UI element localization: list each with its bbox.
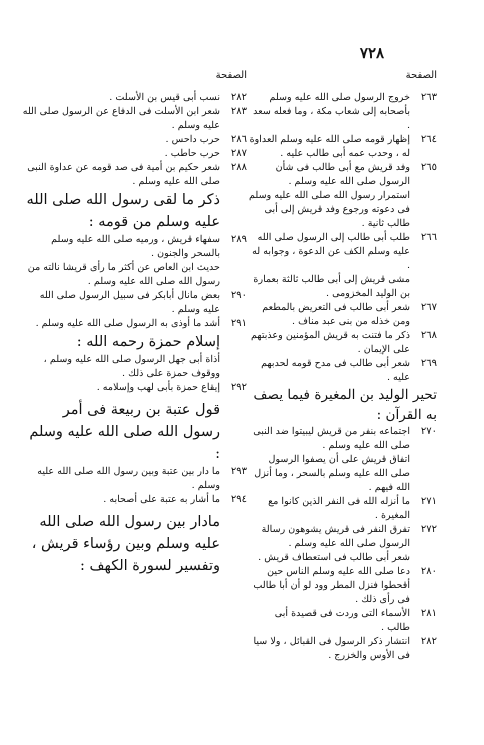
entry-text: تفرق النفر فى قريش يشوهون رسالة الرسول صلى الله عليه وسلم . (261, 524, 410, 549)
toc-entry (249, 301, 437, 329)
section-heading: مادار بين رسول الله صلى الله عليه وسلم وبين رؤساء قريش ، وتفسير لسورة الكهف : (31, 514, 220, 574)
toc-entry (249, 161, 437, 189)
toc-entry (22, 261, 247, 289)
right-column-header: الصفحة (405, 70, 437, 81)
page-ref: ٢٦٥ (420, 162, 437, 173)
toc-entry (249, 133, 437, 161)
entry-text: حرب داحس . (165, 134, 220, 145)
entry-text: دعا صلى الله عليه وسلم الناس حين أقحطوا فنزل المطر وود لو أن أبا طالب فى رأى ذلك . (253, 566, 410, 605)
entry-text: إظهار قومه صلى الله عليه وسلم العداوة له ، وحدب عمه أبى طالب عليه . (249, 134, 410, 159)
entry-text: خروج الرسول صلى الله عليه وسلم بأصحابه إلى شعاب مكة ، وما فعله سعد . (253, 92, 410, 131)
page-ref: ٢٦٤ (420, 134, 437, 145)
toc-entry (249, 357, 437, 385)
entry-text: طلب أبى طالب إلى الرسول صلى الله عليه وسلم الكف عن الدعوة ، وجوابه له . (252, 232, 410, 271)
toc-entry (22, 133, 247, 147)
entry-text: سفهاء قريش ، ورميه صلى الله عليه وسلم بالسحر والجنون . (51, 234, 220, 259)
page-ref: ٢٩٤ (230, 494, 247, 505)
page-ref: ٢٦٩ (420, 358, 437, 369)
toc-entry (22, 317, 247, 331)
toc-entry (249, 189, 437, 231)
toc-entry (22, 147, 247, 161)
section-heading: قول عتبة بن ربيعة فى أمر رسول الله صلى الله عليه وسلم : (29, 402, 220, 462)
page-ref: ٢٧٠ (420, 426, 437, 437)
page-ref: ٢٩٣ (230, 466, 247, 477)
page-ref: ٢٩١ (230, 318, 247, 329)
toc-entry (249, 329, 437, 357)
toc-entry (249, 495, 437, 523)
toc-entry (22, 161, 247, 189)
toc-entry (22, 493, 247, 507)
page-number: ٧٢٨ (359, 44, 385, 62)
entry-text: استمرار رسول الله صلى الله عليه وسلم فى دعوته ورجوع وفد قريش إلى أبى طالب ثانية . (249, 190, 410, 229)
toc-entry (22, 233, 247, 261)
page-ref: ٢٧١ (420, 496, 437, 507)
entry-text: اتفاق قريش على أن يصفوا الرسول صلى الله عليه وسلم بالسحر ، وما أنزل الله فيهم . (254, 454, 410, 493)
page-ref: ٢٨٧ (230, 148, 247, 159)
page-ref: ٢٨٨ (230, 162, 247, 173)
toc-entry (22, 91, 247, 105)
toc-entry (22, 105, 247, 133)
entry-text: شعر أبى طالب فى مدح قومه لحدبهم عليه . (261, 358, 410, 383)
entry-text: الأسماء التى وردت فى قصيدة أبى طالب . (274, 608, 410, 633)
page-ref: ٢٨٢ (230, 92, 247, 103)
entry-text: شعر حكيم بن أمية فى صد قومه عن عداوة النبى صلى الله عليه وسلم . (27, 162, 220, 187)
page-ref: ٢٨٠ (420, 566, 437, 577)
toc-entry (249, 551, 437, 565)
page-ref: ٢٩٠ (230, 290, 247, 301)
entry-text: شعر أبى طالب فى التعريض بالمطعم ومن خذله من بنى عبد مناف . (262, 302, 410, 327)
left-column-header: الصفحة (215, 70, 247, 81)
page-ref: ٢٩٢ (230, 382, 247, 393)
entry-text: ذكر ما فتنت به قريش المؤمنين وعذبتهم على الإيمان . (251, 330, 410, 355)
page-ref: ٢٦٦ (420, 232, 437, 243)
entry-text: شعر أبى طالب فى استعطاف قريش . (258, 552, 410, 563)
entry-text: نسب أبى قيس بن الأسلت . (109, 92, 220, 103)
entry-text: انتشار ذكر الرسول فى القبائل ، ولا سيا فى الأوس والخزرج . (253, 636, 410, 661)
entry-text: حرب حاطب . (164, 148, 220, 159)
toc-entry (249, 607, 437, 635)
page-ref: ٢٨٣ (230, 106, 247, 117)
entry-text: أذاة أبى جهل الرسول صلى الله عليه وسلم ، ووقوف حمزة على ذلك . (43, 354, 220, 379)
toc-entry (22, 289, 247, 317)
entry-text: شعر ابن الأسلت فى الدفاع عن الرسول صلى الله عليه وسلم . (22, 106, 220, 131)
toc-entry (22, 353, 247, 381)
entry-text: إيقاع حمزة بأبى لهب وإسلامه . (96, 382, 220, 393)
entry-text: اجتماعه بنفر من قريش ليبيتوا ضد النبى صلى الله عليه وسلم . (253, 426, 410, 451)
entry-text: ما دار بين عتبة وبين رسول الله صلى الله عليه وسلم . (37, 466, 220, 491)
page-ref: ٢٦٧ (420, 302, 437, 313)
entry-text: وفد قريش مع أبى طالب فى شأن الرسول صلى الله عليه وسلم . (275, 162, 410, 187)
page-ref: ٢٨٩ (230, 234, 247, 245)
section-heading: ذكر ما لقى رسول الله صلى الله عليه وسلم من قومه : (26, 192, 220, 230)
toc-entry (249, 523, 437, 551)
page-ref: ٢٨٦ (230, 134, 247, 145)
entry-text: أشد ما أوذى به الرسول صلى الله عليه وسلم . (35, 318, 220, 329)
toc-entry (22, 381, 247, 395)
page-ref: ٢٧٢ (420, 524, 437, 535)
section-heading: إسلام حمزة رحمه الله : (76, 334, 220, 350)
page-ref: ٢٨١ (420, 608, 437, 619)
page-ref: ٢٦٨ (420, 330, 437, 341)
entry-text: مشى قريش إلى أبى طالب ثالثة بعمارة بن الوليد المخزومى . (253, 274, 410, 299)
toc-entry (249, 635, 437, 663)
toc-entry (249, 273, 437, 301)
toc-entry (22, 465, 247, 493)
toc-entry (249, 425, 437, 453)
toc-entry (249, 91, 437, 133)
page-ref: ٢٨٢ (420, 636, 437, 647)
entry-text: ما أنزله الله فى النفر الذين كانوا مع المغيرة . (268, 496, 410, 521)
page-ref: ٢٦٣ (420, 92, 437, 103)
entry-text: ما أشار به عتبة على أصحابه . (103, 494, 220, 505)
right-column (249, 70, 437, 663)
toc-entry (249, 231, 437, 273)
left-column (22, 70, 247, 577)
section-heading: تحير الوليد بن المغيرة فيما يصف به القرآن : (253, 387, 437, 423)
toc-entry (249, 565, 437, 607)
entry-text: حديث ابن العاص عن أكثر ما رأى قريشا نالته من رسول الله صلى الله عليه وسلم . (27, 262, 220, 287)
toc-entry (249, 453, 437, 495)
entry-text: بعض مانال أبابكر فى سبيل الرسول صلى الله عليه وسلم . (39, 290, 220, 315)
